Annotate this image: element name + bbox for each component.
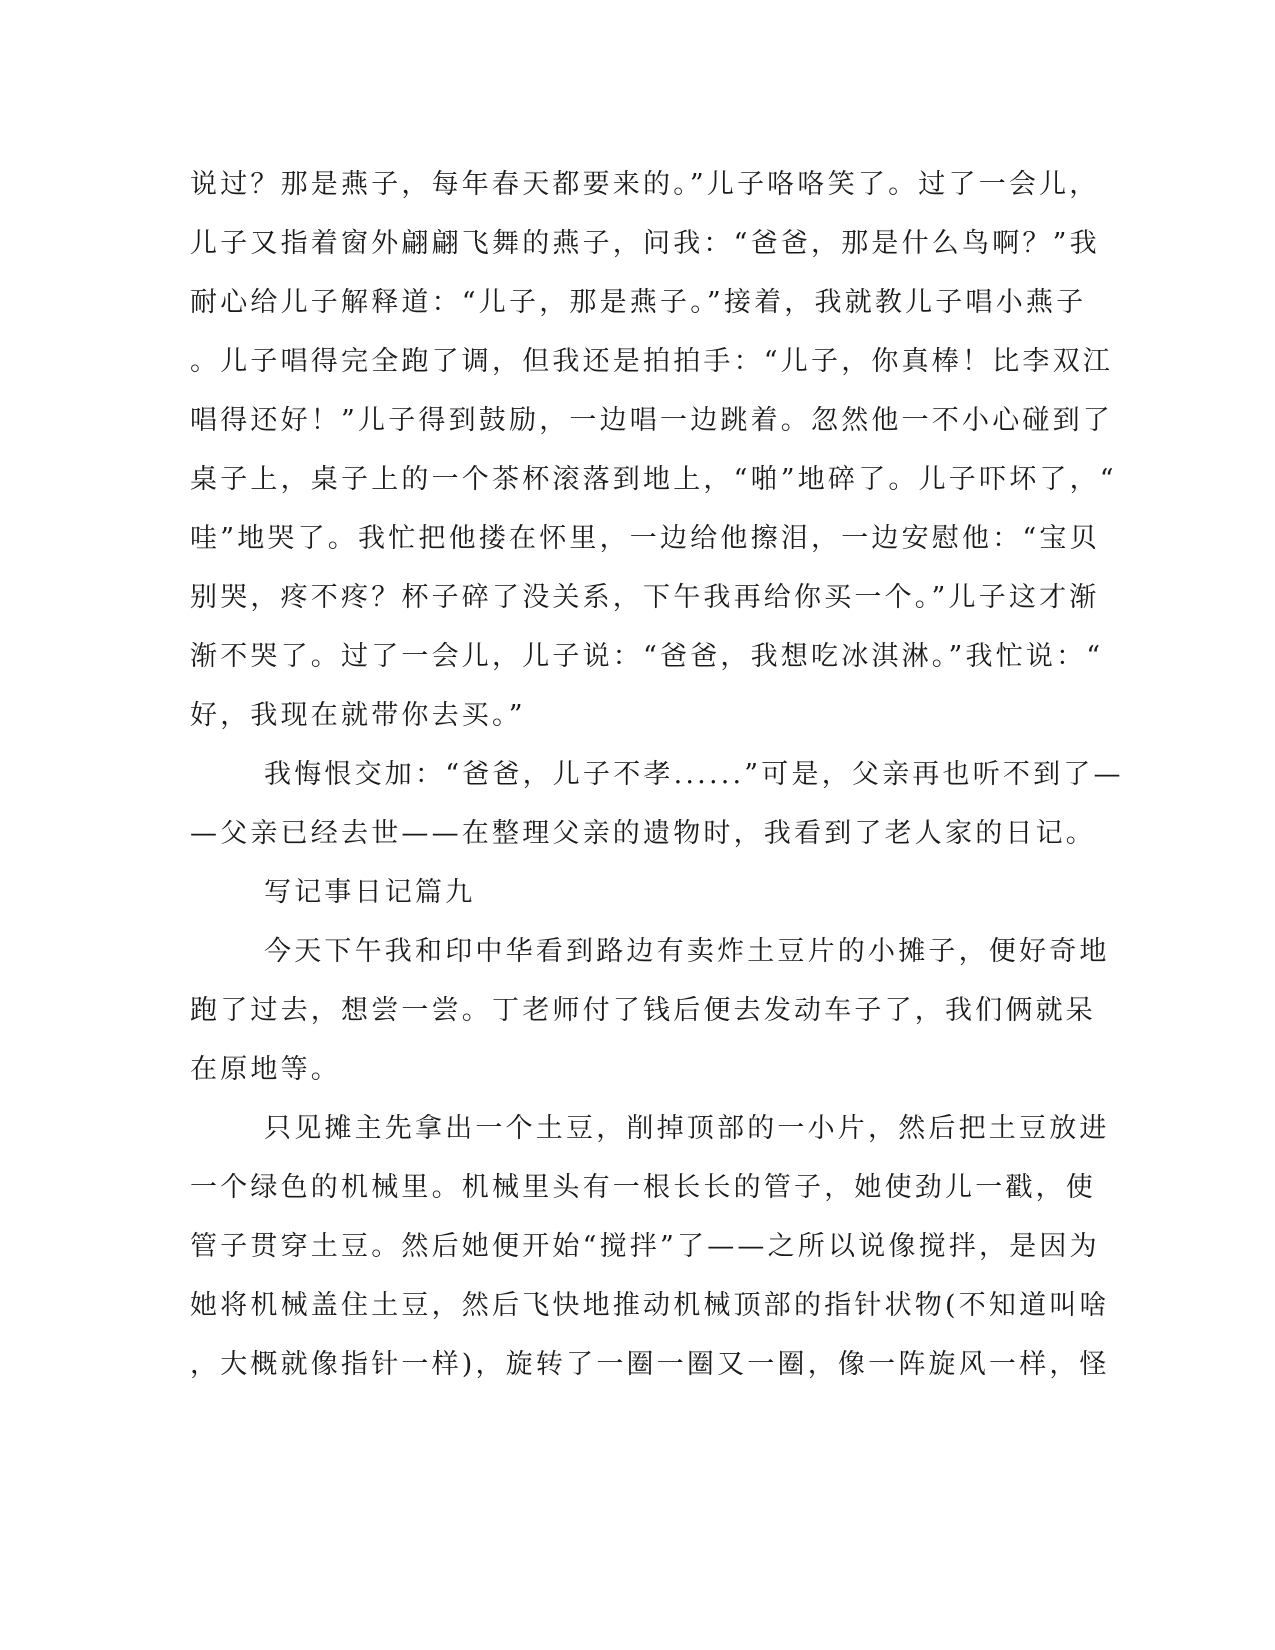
text-line: 桌子上，桌子上的一个茶杯滚落到地上，“啪”地碎了。儿子吓坏了，“ xyxy=(190,464,1117,495)
text-line: 渐不哭了。过了一会儿，儿子说：“爸爸，我想吃冰淇淋。”我忙说：“ xyxy=(190,641,1104,672)
text-line: 在原地等。 xyxy=(190,1054,341,1085)
text-line: 别哭，疼不疼？杯子碎了没关系，下午我再给你买一个。”儿子这才渐 xyxy=(190,582,1100,613)
section-heading: 写记事日记篇九 xyxy=(264,877,476,908)
text-line: 儿子又指着窗外翩翩飞舞的燕子，问我：“爸爸，那是什么鸟啊？”我 xyxy=(190,228,1100,259)
paragraph-start-line: 我悔恨交加：“爸爸，儿子不孝......”可是，父亲再也听不到了— xyxy=(264,759,1124,790)
text-line: 跑了过去，想尝一尝。丁老师付了钱后便去发动车子了，我们俩就呆 xyxy=(190,995,1096,1026)
text-line: 她将机械盖住土豆，然后飞快地推动机械顶部的指针状物(不知道叫啥 xyxy=(190,1290,1110,1321)
text-line: 一个绿色的机械里。机械里头有一根长长的管子，她使劲儿一戳，使 xyxy=(190,1172,1096,1203)
paragraph-start-line: 今天下午我和印中华看到路边有卖炸土豆片的小摊子，便好奇地 xyxy=(264,936,1110,967)
paragraph-start-line: 只见摊主先拿出一个土豆，削掉顶部的一小片，然后把土豆放进 xyxy=(264,1113,1110,1144)
text-line: 说过？那是燕子，每年春天都要来的。”儿子咯咯笑了。过了一会儿， xyxy=(190,169,1100,200)
text-line: 好，我现在就带你去买。” xyxy=(190,700,526,731)
text-line: ，大概就像指针一样)，旋转了一圈一圈又一圈，像一阵旋风一样，怪 xyxy=(190,1349,1110,1380)
text-line: 唱得还好！”儿子得到鼓励，一边唱一边跳着。忽然他一不小心碰到了 xyxy=(190,405,1114,436)
text-line: 管子贯穿土豆。然后她便开始“搅拌”了——之所以说像搅拌，是因为 xyxy=(190,1231,1100,1262)
text-line: 耐心给儿子解释道：“儿子，那是燕子。”接着，我就教儿子唱小燕子 xyxy=(190,287,1087,318)
text-line: 。儿子唱得完全跑了调，但我还是拍拍手：“儿子，你真棒！比李双江 xyxy=(190,346,1114,377)
text-line: —父亲已经去世——在整理父亲的遗物时，我看到了老人家的日记。 xyxy=(190,818,1096,849)
text-line: 哇”地哭了。我忙把他搂在怀里，一边给他擦泪，一边安慰他：“宝贝 xyxy=(190,523,1100,554)
